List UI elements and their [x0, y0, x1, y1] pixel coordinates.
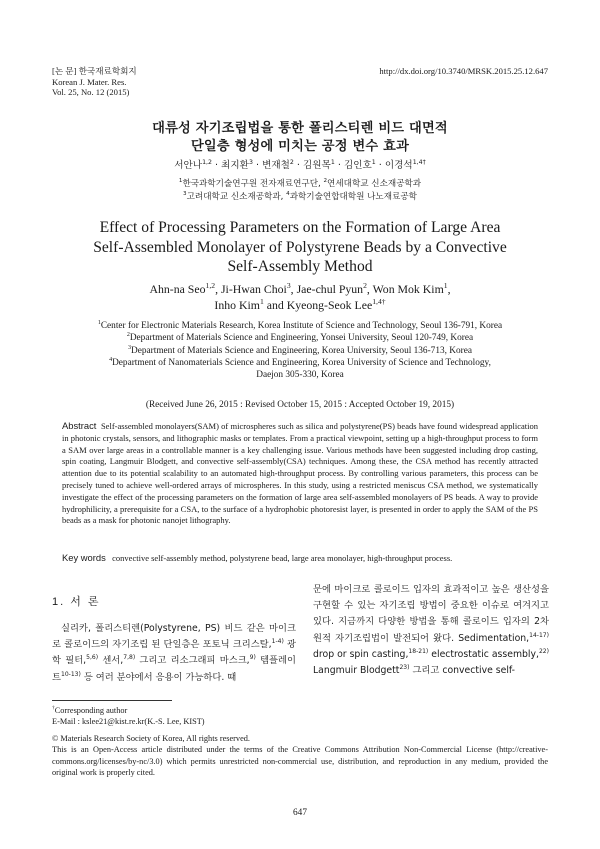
english-affiliation-mark: 2	[126, 332, 130, 339]
korean-author-name: 김원목	[303, 160, 331, 171]
korean-author-affil-mark: 1,2	[202, 158, 212, 166]
english-affiliation-line	[40, 320, 560, 332]
corresponding-author-note	[52, 705, 548, 716]
english-title	[30, 218, 570, 277]
corresponding-email: E-Mail : kslee21@kist.re.kr(K.-S. Lee, KIST)	[52, 717, 205, 727]
korean-author-affil-mark: 3	[248, 158, 253, 166]
author-separator: ,	[215, 282, 221, 296]
abstract	[62, 420, 538, 527]
korean-affiliation-text: 과학기술연합대학원 나노재료공학	[289, 192, 417, 202]
footnote-divider	[52, 700, 172, 701]
citation-mark: 10-13)	[60, 670, 81, 678]
doi-header	[379, 66, 548, 77]
english-authors-line2	[40, 298, 560, 314]
english-author-name: Inho Kim	[214, 297, 260, 312]
citation-mark: 18-21)	[408, 647, 429, 655]
english-author-affil-mark: 1,2	[205, 281, 216, 291]
english-author-affil-mark: 1	[443, 281, 448, 291]
korean-author-name: 김인호	[343, 160, 372, 171]
english-affiliation-line	[40, 357, 560, 369]
body-text: 센서,	[98, 655, 124, 667]
english-authors-line1	[40, 282, 560, 298]
english-author-name: Kyeong-Seok Lee	[286, 297, 373, 312]
english-affiliation-text: Center for Electronic Materials Research, Korea Institute of Science and Technology, Seoul 136-791, Korea	[100, 321, 503, 331]
english-affiliation-text: Department of Materials Science and Engineering, Korea University, Seoul 136-713, Korea	[131, 345, 472, 356]
body-column-right	[313, 582, 549, 679]
korean-authors	[40, 160, 560, 172]
korean-author-affil-mark: 2	[289, 158, 294, 166]
korean-author-name: 이경석	[384, 160, 413, 171]
citation-mark: 9)	[249, 654, 256, 662]
korean-affiliation-text: 고려대학교 신소재공학과,	[186, 192, 287, 202]
korean-affiliation-line2	[40, 191, 560, 204]
korean-affiliation-text: 연세대학교 신소재공학과	[327, 179, 422, 189]
english-affiliation-line	[40, 369, 560, 381]
journal-header	[52, 66, 137, 98]
english-title-line2: Self-Assembled Monolayer of Polystyrene Beads by a Convective	[93, 238, 507, 256]
doi-link[interactable]: http://dx.doi.org/10.3740/MRSK.2015.25.12.647	[379, 66, 548, 76]
korean-author-name: 서안나	[174, 160, 203, 171]
english-affiliation-text: Daejon 305-330, Korea	[256, 370, 344, 381]
body-text: 등 여러 분야에서 응용이 가능하다. 때	[80, 671, 237, 683]
korean-title	[40, 120, 560, 156]
body-text: 광학 필터,	[52, 639, 297, 667]
author-separator: ·	[252, 160, 263, 171]
author-separator: ·	[375, 160, 385, 171]
english-author-name: Jae-chul Pyun	[296, 282, 364, 296]
author-separator: ,	[366, 282, 373, 296]
citation-mark: 5,6)	[86, 654, 99, 662]
english-author-name: Won Mok Kim	[372, 282, 444, 296]
body-paragraph-left	[52, 621, 296, 686]
korean-author-affil-mark: 1,4†	[412, 158, 426, 166]
citation-mark: 23)	[399, 663, 410, 671]
license-text: This is an Open-Access article distributed under the terms of the Creative Commons Attribution Non-Commercial License (http://creative-commons.org/licenses/by-nc/3.0) which permits unrestricted non-commercial use, distribution, and reproduction in any medium, provided the original work is properly cited.	[52, 745, 548, 777]
citation-mark: 22)	[538, 647, 549, 655]
english-affiliation-line	[40, 345, 560, 357]
citation-mark: 14-17)	[529, 631, 549, 639]
body-text: 그리고 리소그래피 마스크,	[135, 655, 250, 667]
korean-title-line1: 대류성 자기조립법을 통한 폴리스티렌 비드 대면적	[152, 121, 448, 136]
english-author-name: Ji-Hwan Choi	[220, 282, 287, 296]
english-affiliation-line	[40, 332, 560, 344]
author-separator: ·	[293, 160, 304, 171]
page-number: 647	[293, 808, 307, 818]
body-column-left	[52, 621, 296, 686]
body-text: drop or spin casting,	[313, 648, 409, 660]
citation-mark: 1-4)	[271, 638, 284, 646]
dagger-mark: †	[52, 705, 55, 712]
english-title-line3: Self-Assembly Method	[227, 258, 373, 275]
author-separator: ·	[211, 160, 222, 171]
korean-affiliation-text: 한국과학기술연구원 전자재료연구단,	[182, 179, 324, 189]
english-affiliation-mark: 4	[109, 356, 113, 363]
body-paragraph-right	[313, 582, 549, 679]
english-affiliation-mark: 1	[97, 319, 101, 326]
keywords	[62, 552, 538, 564]
journal-name-ko: [논 문] 한국재료학회지	[52, 66, 137, 76]
english-affiliation-mark: 3	[128, 344, 132, 351]
body-text: 문에 마이크로 콜로이드 입자의 효과적이고 높은 생산성을 구현할 수 있는 자기조립 방법이 중요한 이슈로 여겨지고 있다. 지금까지 다양한 방법을 통해 콜로이드 입자의 2차원적 자기조립법이 발전되어 왔다. Sedimentation,	[313, 584, 549, 644]
copyright-notice	[52, 733, 548, 778]
author-separator: ·	[334, 160, 344, 171]
body-text: Langmuir Blodgett	[313, 665, 400, 677]
section-heading-introduction: 1. 서 론	[52, 596, 101, 608]
journal-name-en: Korean J. Mater. Res.	[52, 76, 127, 87]
author-separator: and	[263, 297, 287, 312]
journal-volume: Vol. 25, No. 12 (2015)	[52, 87, 130, 98]
author-separator: ,	[447, 282, 451, 296]
english-authors	[40, 282, 560, 313]
english-affiliation-text: Department of Nanomaterials Science and Engineering, Korea University of Science and Technology,	[112, 357, 491, 368]
citation-mark: 7,8)	[123, 654, 136, 662]
english-author-affil-mark: 1	[259, 296, 264, 306]
corresponding-author-label: Corresponding author	[54, 706, 128, 715]
body-text: 실리카, 폴리스티렌(Polystyrene, PS) 비드 같은 마이크로 콜로이드의 자기조립 된 단일층은 포토닉 크리스탈,	[52, 623, 296, 651]
korean-author-affil-mark: 1	[330, 158, 335, 166]
body-text: 그리고 convective self-	[409, 665, 516, 677]
korean-title-line2: 단일층 형성에 미치는 공정 변수 효과	[190, 139, 410, 154]
author-separator: ,	[290, 282, 297, 296]
korean-affiliation-line1	[40, 178, 560, 191]
keywords-label: Key words	[62, 552, 106, 563]
body-text: electrostatic assembly,	[428, 648, 539, 660]
korean-author-name: 변재철	[262, 160, 290, 171]
abstract-label: Abstract	[62, 420, 97, 431]
korean-affiliation-mark: 4	[286, 191, 290, 198]
english-affiliation-text: Department of Materials Science and Engineering, Yonsei University, Seoul 120-749, Korea	[129, 333, 474, 344]
english-author-name: Ahn-na Seo	[149, 282, 206, 296]
korean-affiliation-mark: 1	[178, 178, 183, 185]
keywords-text: convective self-assembly method, polystyrene bead, large area monolayer, high-throughput process.	[112, 553, 453, 563]
english-author-affil-mark: 3	[286, 281, 291, 291]
body-text: 템플레이트	[52, 655, 296, 683]
received-dates: (Received June 26, 2015 : Revised October 15, 2015 : Accepted October 19, 2015)	[145, 400, 455, 410]
english-affiliations	[40, 320, 560, 381]
korean-affiliation-mark: 3	[183, 191, 187, 198]
copyright-line: © Materials Research Society of Korea, All rights reserved.	[52, 734, 250, 743]
footnote	[52, 705, 548, 727]
korean-author-affil-mark: 1	[371, 158, 376, 166]
english-author-affil-mark: 2	[363, 281, 367, 291]
english-title-line1: Effect of Processing Parameters on the Formation of Large Area	[99, 219, 501, 236]
korean-affiliations	[40, 178, 560, 204]
korean-author-name: 최지환	[221, 160, 249, 171]
korean-affiliation-mark: 2	[323, 178, 328, 185]
abstract-text: Self-assembled monolayers(SAM) of microspheres such as silica and polystyrene(PS) beads have found widespread application in photonic crystals, sensors, and lithographic masks or templates. From a practical viewpoint, setting up a high-throughput process to form a SAM over large areas in a controllable manner is a key challenging issue. Various methods have been suggested including drop casting, spin coating, Langmuir Blodgett, and convective self-assembly(CSA) techniques. Among these, the CSA method has recently attracted attention due to its potential scalability to an automated high-throughput process. By controlling various parameters, this process can be precisely tuned to achieve well-ordered arrays of microspheres. In this study, using a restricted meniscus CSA method, we systematically investigate the effect of the processing parameters on the formation of large area self-assembled monolayers of PS beads. A way to provide hydrophilicity, a prerequisite for a CSA, to the surface of a hydrophobic photoresist layer, is presented in order to apply the SAM of the PS beads as a mask for photonic nanojet lithography.	[62, 421, 538, 526]
english-author-affil-mark: 1,4†	[372, 296, 386, 306]
